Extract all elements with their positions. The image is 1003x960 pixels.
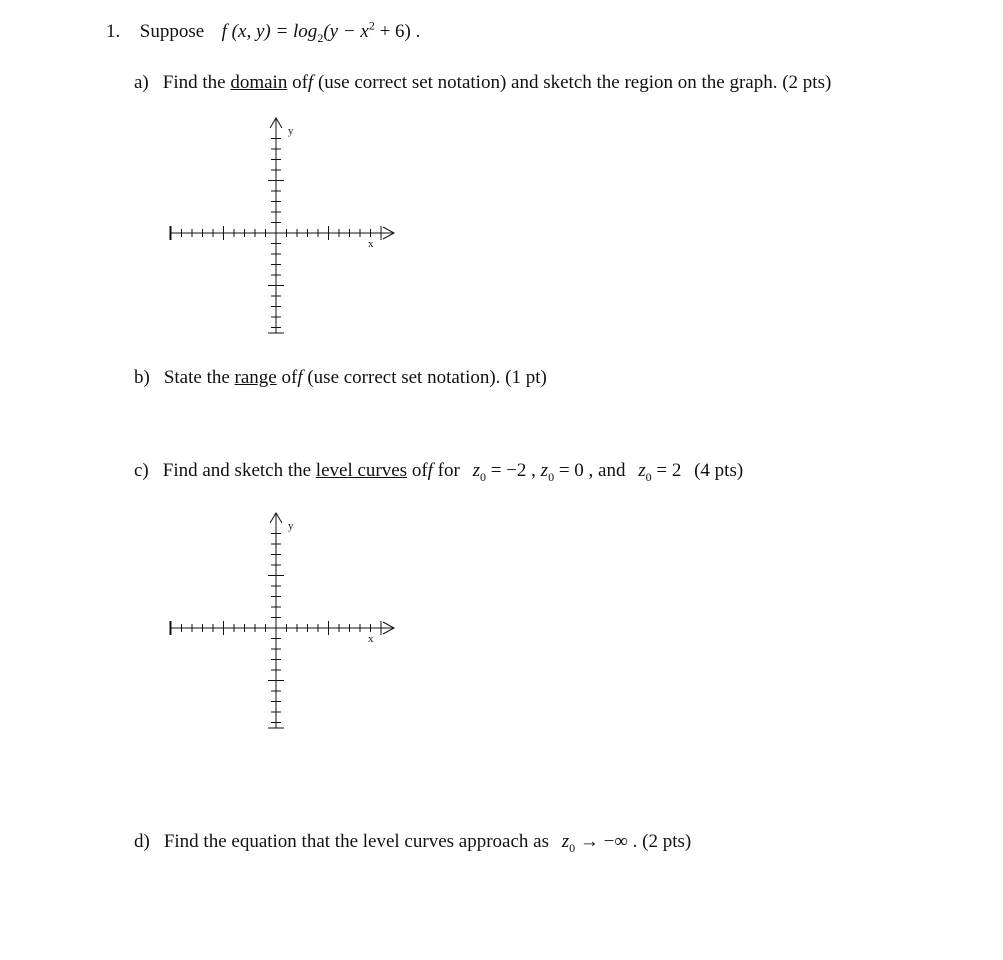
part-a-term: domain	[230, 72, 288, 93]
part-c-f: f	[427, 460, 433, 481]
z-value-3: = 2	[651, 460, 682, 481]
part-d	[134, 830, 691, 854]
z-sub-2: 0	[548, 469, 555, 484]
part-c-pre: Find and sketch the	[162, 460, 312, 481]
axes-graph-2	[165, 510, 405, 735]
arg-exponent: 2	[368, 18, 375, 33]
part-a-f: f	[307, 72, 314, 93]
part-b-f: f	[297, 367, 303, 388]
x-axis-label: x	[368, 633, 374, 645]
problem-statement	[106, 20, 420, 44]
axes-group	[170, 118, 394, 333]
part-d-approach: → −∞ . (2 pts)	[575, 831, 692, 852]
z-sub-1: 0	[479, 469, 486, 484]
z-value-1: = −2 ,	[485, 460, 536, 481]
part-c-label: c)	[134, 460, 149, 481]
part-c	[134, 459, 743, 483]
part-a-pre: Find the	[162, 72, 226, 93]
part-c-mid: of	[411, 460, 428, 481]
y-axis-label: y	[288, 125, 294, 137]
problem-number: 1.	[106, 21, 121, 42]
part-a	[134, 71, 831, 95]
x-axis-label: x	[368, 238, 374, 250]
part-a-post: (use correct set notation) and sketch the region on the graph. (2 pts)	[317, 72, 832, 93]
z-var-1: z	[472, 460, 480, 481]
function-def: f (x, y) = log	[221, 21, 318, 42]
log-arg-end: + 6) .	[374, 21, 421, 42]
axes-group	[170, 513, 394, 728]
part-b-label: b)	[134, 367, 150, 388]
part-b-term: range	[234, 367, 277, 388]
z-var-2: z	[540, 460, 549, 481]
part-c-pts: (4 pts)	[694, 460, 744, 481]
part-c-term: level curves	[315, 460, 408, 481]
part-a-label: a)	[134, 72, 149, 93]
part-b-mid: of	[281, 367, 298, 388]
part-b	[134, 366, 547, 390]
z-sub-d: 0	[569, 840, 576, 855]
part-d-label: d)	[134, 831, 150, 852]
z-var-3: z	[638, 460, 646, 481]
axes-graph-1	[165, 115, 405, 340]
z-sub-3: 0	[645, 469, 652, 484]
z-value-2: = 0 , and	[554, 460, 626, 481]
part-c-for: for	[437, 460, 460, 481]
y-axis-label: y	[288, 520, 294, 532]
log-arg: (y − x	[323, 21, 369, 42]
log-base: 2	[317, 30, 324, 45]
part-d-text: Find the equation that the level curves approach as	[163, 831, 549, 852]
part-a-mid: of	[292, 72, 308, 93]
problem-intro: Suppose	[139, 21, 205, 42]
part-b-post: (use correct set notation). (1 pt)	[307, 367, 547, 388]
z-var-d: z	[561, 831, 570, 852]
part-b-pre: State the	[163, 367, 230, 388]
